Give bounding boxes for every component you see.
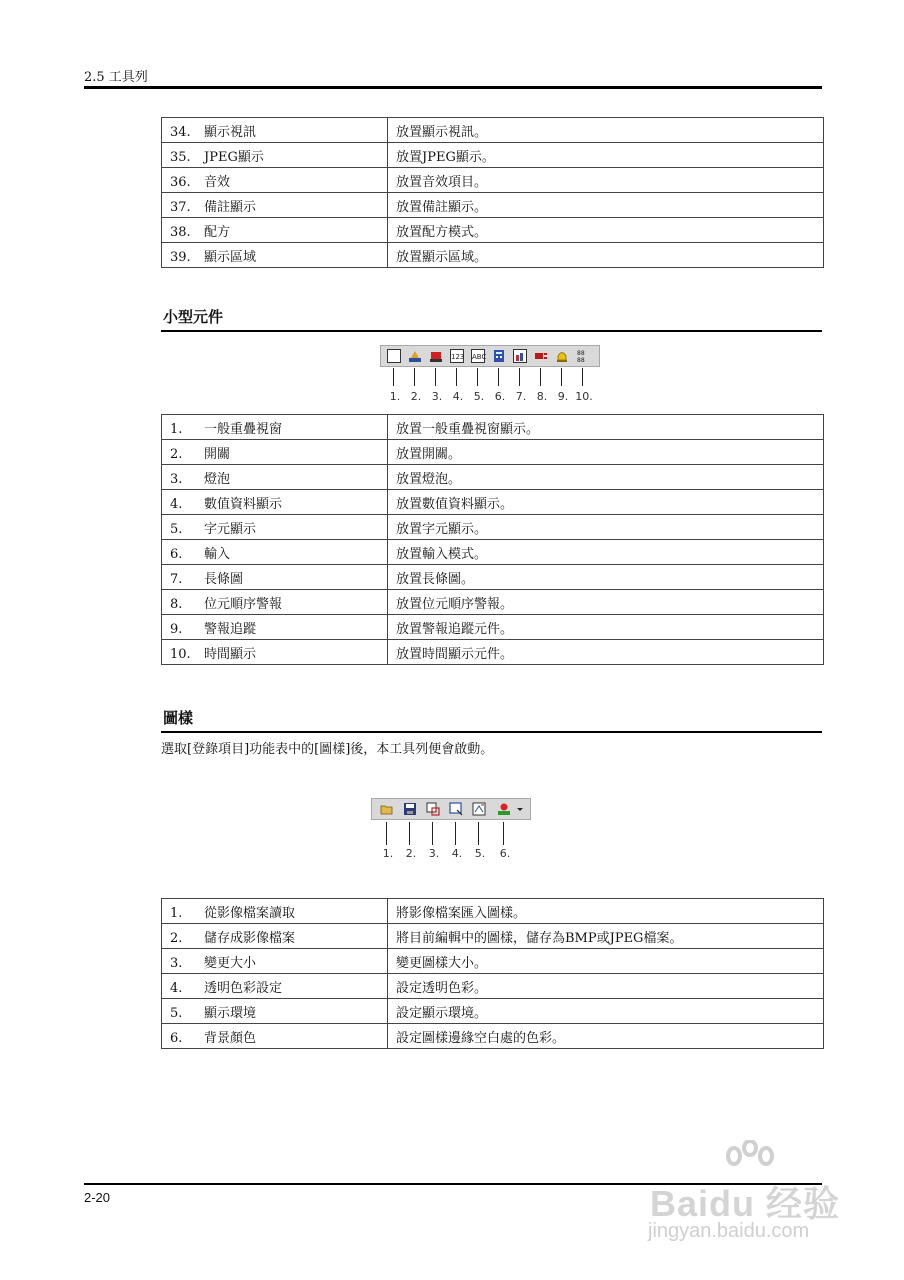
item-number: 4. <box>170 496 183 512</box>
callout-line <box>503 822 504 845</box>
chevron-down-icon[interactable] <box>515 802 525 816</box>
running-header: 2.5 工具列 <box>84 70 148 85</box>
item-number: 10. <box>170 646 191 662</box>
save-disk-icon[interactable] <box>403 802 417 816</box>
item-name: 字元顯示 <box>204 521 257 537</box>
callout-line <box>435 368 436 386</box>
table-row <box>162 949 824 974</box>
watermark-url: jingyan.baidu.com <box>648 1220 810 1242</box>
callout-number: 9. <box>557 390 569 403</box>
callout-number: 2. <box>410 390 422 403</box>
item-name: 數值資料顯示 <box>204 496 283 512</box>
table-row <box>162 540 824 565</box>
item-description: 將目前編輯中的圖樣，儲存為BMP或JPEG檔案。 <box>388 924 824 949</box>
item-description: 放置燈泡。 <box>388 465 824 490</box>
item-description: 放置音效項目。 <box>388 168 824 193</box>
item-description: 設定顯示環境。 <box>388 999 824 1024</box>
item-description: 放置顯示視訊。 <box>388 118 824 143</box>
time-display-icon[interactable] <box>576 349 590 363</box>
item-description: 放置位元順序警報。 <box>388 590 824 615</box>
item-name-cell <box>162 540 388 565</box>
item-description: 放置長條圖。 <box>388 565 824 590</box>
callout-number: 4. <box>452 390 464 403</box>
callout-number: 3. <box>431 390 443 403</box>
item-name: 顯示視訊 <box>204 124 257 140</box>
item-name-cell <box>162 565 388 590</box>
callout-line <box>456 368 457 386</box>
item-number: 1. <box>170 905 183 921</box>
page-number: 2-20 <box>84 1190 111 1205</box>
item-description: 放置輸入模式。 <box>388 540 824 565</box>
table-row <box>162 143 824 168</box>
pattern-intro-text: 選取[登錄項目]功能表中的[圖樣]後，本工具列便會啟動。 <box>161 742 494 757</box>
table-row <box>162 899 824 924</box>
item-name: 顯示區域 <box>204 249 257 265</box>
overlap-window-icon[interactable] <box>387 349 401 363</box>
item-name-cell <box>162 440 388 465</box>
item-name-cell <box>162 949 388 974</box>
item-name-cell <box>162 490 388 515</box>
table-row <box>162 168 824 193</box>
watermark <box>640 1140 860 1250</box>
callout-line <box>393 368 394 386</box>
callout-number: 1. <box>389 390 401 403</box>
callout-number: 7. <box>515 390 527 403</box>
callout-number: 3. <box>428 847 440 860</box>
item-name-cell <box>162 118 388 143</box>
callout-line <box>432 822 433 845</box>
numeric-display-icon[interactable]: 123 <box>450 349 464 363</box>
table-row <box>162 590 824 615</box>
item-number: 3. <box>170 955 183 971</box>
item-description: 將影像檔案匯入圖樣。 <box>388 899 824 924</box>
item-name: 備註顯示 <box>204 199 257 215</box>
item-description: 放置一般重疊視窗顯示。 <box>388 415 824 440</box>
item-name-cell <box>162 415 388 440</box>
callout-number: 6. <box>494 390 506 403</box>
item-name: 時間顯示 <box>204 646 257 662</box>
table-row <box>162 490 824 515</box>
small-parts-toolbar <box>380 345 600 367</box>
bit-alarm-icon[interactable] <box>534 349 548 363</box>
item-name-cell <box>162 168 388 193</box>
table-row <box>162 924 824 949</box>
item-name-cell <box>162 999 388 1024</box>
item-description: 變更圖樣大小。 <box>388 949 824 974</box>
small-parts-table <box>161 414 824 665</box>
item-number: 8. <box>170 596 183 612</box>
item-description: 設定透明色彩。 <box>388 974 824 999</box>
table-row <box>162 118 824 143</box>
callout-number: 5. <box>474 847 486 860</box>
item-name: 開關 <box>204 446 231 462</box>
character-display-icon[interactable]: ABC <box>471 349 485 363</box>
callout-number: 1. <box>382 847 394 860</box>
table-row <box>162 465 824 490</box>
table-row <box>162 974 824 999</box>
table-row <box>162 515 824 540</box>
callout-line <box>498 368 499 386</box>
callout-number: 10. <box>575 390 593 403</box>
table-row <box>162 415 824 440</box>
item-description: 放置備註顯示。 <box>388 193 824 218</box>
toolbar-items-table-top <box>161 117 824 268</box>
transparent-color-icon[interactable] <box>449 802 463 816</box>
resize-icon[interactable] <box>426 802 440 816</box>
item-number: 37. <box>170 199 191 215</box>
item-name-cell <box>162 640 388 665</box>
item-number: 2. <box>170 930 183 946</box>
display-environment-icon[interactable] <box>472 802 486 816</box>
item-number: 9. <box>170 621 183 637</box>
table-row <box>162 440 824 465</box>
item-name-cell <box>162 615 388 640</box>
pattern-table <box>161 898 824 1049</box>
item-description: 放置警報追蹤元件。 <box>388 615 824 640</box>
item-description: 放置JPEG顯示。 <box>388 143 824 168</box>
item-name: 音效 <box>204 174 231 190</box>
callout-line <box>561 368 562 386</box>
table-row <box>162 640 824 665</box>
item-name-cell <box>162 974 388 999</box>
item-number: 35. <box>170 149 191 165</box>
callout-line <box>414 368 415 386</box>
pattern-toolbar <box>371 798 531 820</box>
callout-number: 5. <box>473 390 485 403</box>
item-number: 1. <box>170 421 183 437</box>
section-title-pattern: 圖樣 <box>163 709 194 727</box>
table-row <box>162 193 824 218</box>
item-number: 7. <box>170 571 183 587</box>
open-folder-icon[interactable] <box>380 802 394 816</box>
item-description: 放置開關。 <box>388 440 824 465</box>
table-row <box>162 218 824 243</box>
table-row <box>162 999 824 1024</box>
item-number: 5. <box>170 521 183 537</box>
item-number: 6. <box>170 1030 183 1046</box>
item-description: 放置時間顯示元件。 <box>388 640 824 665</box>
item-number: 4. <box>170 980 183 996</box>
callout-number: 2. <box>405 847 417 860</box>
item-name-cell <box>162 1024 388 1049</box>
header-rule <box>84 86 822 89</box>
item-name: 一般重疊視窗 <box>204 421 283 437</box>
item-name: 變更大小 <box>204 955 257 971</box>
item-name: 長條圖 <box>204 571 244 587</box>
callout-number: 6. <box>499 847 511 860</box>
section-rule-pattern <box>161 731 822 733</box>
section-rule-small-parts <box>161 330 822 332</box>
item-description: 放置字元顯示。 <box>388 515 824 540</box>
callout-line <box>478 822 479 845</box>
item-name: 輸入 <box>204 546 231 562</box>
item-description: 放置配方模式。 <box>388 218 824 243</box>
item-name: 透明色彩設定 <box>204 980 283 996</box>
item-name: 燈泡 <box>204 471 231 487</box>
item-name: 警報追蹤 <box>204 621 257 637</box>
item-name: JPEG顯示 <box>204 149 264 165</box>
input-icon[interactable] <box>492 349 506 363</box>
table-row <box>162 1024 824 1049</box>
svg-text:88: 88 <box>577 350 585 357</box>
bar-graph-icon[interactable] <box>513 349 527 363</box>
item-number: 5. <box>170 1005 183 1021</box>
item-name-cell <box>162 465 388 490</box>
callout-line <box>455 822 456 845</box>
item-name-cell <box>162 590 388 615</box>
svg-text:88: 88 <box>577 357 585 363</box>
item-description: 放置顯示區域。 <box>388 243 824 268</box>
item-number: 6. <box>170 546 183 562</box>
item-name-cell <box>162 515 388 540</box>
callout-line <box>386 822 387 845</box>
callout-line <box>540 368 541 386</box>
callout-line <box>582 368 583 386</box>
section-title-small-parts: 小型元件 <box>163 308 224 326</box>
callout-line <box>477 368 478 386</box>
item-name-cell <box>162 218 388 243</box>
item-name-cell <box>162 243 388 268</box>
item-name: 顯示環境 <box>204 1005 257 1021</box>
item-name: 背景顏色 <box>204 1030 257 1046</box>
callout-line <box>409 822 410 845</box>
item-number: 3. <box>170 471 183 487</box>
item-name: 位元順序警報 <box>204 596 283 612</box>
callout-line <box>519 368 520 386</box>
item-number: 39. <box>170 249 191 265</box>
callout-number: 4. <box>451 847 463 860</box>
item-number: 2. <box>170 446 183 462</box>
item-name: 配方 <box>204 224 231 240</box>
item-description: 設定圖樣邊緣空白處的色彩。 <box>388 1024 824 1049</box>
item-name-cell <box>162 193 388 218</box>
item-name-cell <box>162 143 388 168</box>
item-name: 從影像檔案讀取 <box>204 905 296 921</box>
background-color-icon[interactable] <box>497 802 511 816</box>
item-name: 儲存成影像檔案 <box>204 930 296 946</box>
item-name-cell <box>162 899 388 924</box>
switch-icon[interactable] <box>408 349 422 363</box>
item-number: 34. <box>170 124 191 140</box>
lamp-icon[interactable] <box>429 349 443 363</box>
item-number: 36. <box>170 174 191 190</box>
alarm-bell-icon[interactable] <box>555 349 569 363</box>
item-number: 38. <box>170 224 191 240</box>
table-row <box>162 565 824 590</box>
table-row <box>162 243 824 268</box>
watermark-brand: Baidu 经验 <box>650 1183 841 1224</box>
table-row <box>162 615 824 640</box>
item-name-cell <box>162 924 388 949</box>
item-description: 放置數值資料顯示。 <box>388 490 824 515</box>
callout-number: 8. <box>536 390 548 403</box>
